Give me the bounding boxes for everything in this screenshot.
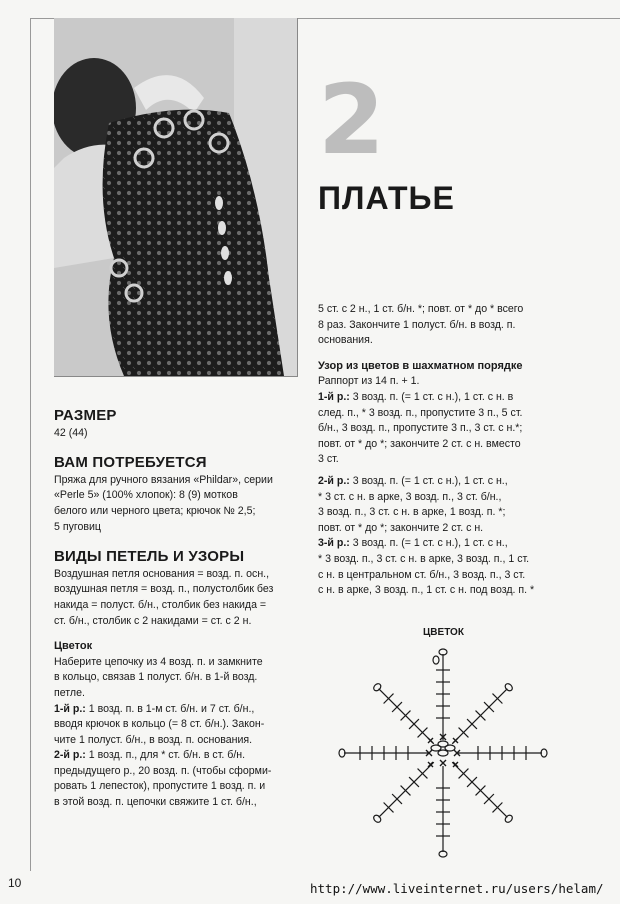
pattern-row2-line: * 3 ст. с н. в арке, 3 возд. п., 3 ст. б/н.,: [318, 490, 502, 503]
left-column: [54, 408, 300, 811]
continuation-line: 5 ст. с 2 н., 1 ст. б/н. *; повт. от * до * всего: [318, 303, 524, 315]
stitches-line: ст. б/н., столбик с 2 накидами = ст. с 2 н.: [54, 614, 252, 627]
flower-row1-line: [54, 702, 300, 718]
page-title: ПЛАТЬЕ: [318, 180, 455, 216]
flower-row1-label: 1-й р.:: [54, 702, 86, 715]
watermark-url: http://www.liveinternet.ru/users/helam/: [310, 881, 604, 896]
stitches-line: накида = полуст. б/н., столбик без накида =: [54, 598, 267, 611]
pattern-row2-line: 3 возд. п., 3 ст. с н. в арке, 1 возд. п. *;: [318, 506, 506, 519]
pattern-row1-line: след. п., * 3 возд. п., пропустите 3 п., 5 ст.: [318, 406, 523, 419]
petal-east: [456, 746, 547, 760]
page-number: 10: [8, 876, 22, 890]
flower-row1-line: чите 1 полуст. б/н., в возд. п. основания.: [54, 733, 253, 746]
stitches-line: воздушная петля = возд. п., полустолбик без: [54, 583, 274, 596]
stitches-heading: ВИДЫ ПЕТЕЛЬ И УЗОРЫ: [54, 548, 245, 566]
petal-southwest: [370, 757, 439, 826]
pattern-row3-line: * 3 возд. п., 3 ст. с н. в арке, 3 возд. п., 1 ст.: [318, 552, 530, 565]
petal-north: [433, 649, 450, 740]
flower-chart-diagram: [338, 640, 548, 865]
pattern-row1-line: 3 ст.: [318, 453, 339, 466]
pattern-row1-line: повт. от * до *; закончите 2 ст. с н. вместо: [318, 437, 521, 450]
materials-line: «Perle 5» (100% хлопок): 8 (9) мотков: [54, 489, 238, 502]
flower-row2-label: 2-й р.:: [54, 749, 86, 762]
size-value: 42 (44): [54, 426, 88, 439]
flower-row1-text: 1 возд. п. в 1-м ст. б/н. и 7 ст. б/н.,: [85, 702, 255, 715]
center-ring: [431, 741, 455, 756]
flower-intro-line: петле.: [54, 686, 85, 699]
pattern-row2-text: 3 возд. п. (= 1 ст. с н.), 1 ст. с н.,: [349, 474, 508, 487]
pattern-heading: Узор из цветов в шахматном порядке: [318, 359, 523, 372]
flower-row2-text: 1 возд. п., для * ст. б/н. в ст. б/н.: [85, 749, 246, 762]
pattern-repeat: Раппорт из 14 п. + 1.: [318, 375, 420, 388]
pattern-row3-text: 3 возд. п. (= 1 ст. с н.), 1 ст. с н.,: [349, 537, 508, 550]
flower-row2-line: предыдущего р., 20 возд. п. (чтобы сформи-: [54, 764, 272, 777]
flower-row2-line: в этой возд. п. цепочки свяжите 1 ст. б/н.,: [54, 796, 257, 809]
materials-line: 5 пуговиц: [54, 520, 102, 533]
model-photo: [54, 18, 298, 377]
continuation-line: основания.: [318, 334, 373, 347]
pattern-row3-label: 3-й р.:: [318, 537, 350, 550]
materials-line: белого или черного цвета; крючок № 2,5;: [54, 504, 256, 517]
flower-intro-line: в кольцо, связав 1 полуст. б/н. в 1-й возд.: [54, 671, 258, 684]
flower-row2-line: ровать 1 лепесток), пропустите 1 возд. п. и: [54, 780, 266, 793]
petal-west: [339, 746, 430, 760]
pattern-row1-line: б/н., 3 возд. п., пропустите 3 п., 3 ст. с н.*;: [318, 422, 523, 435]
stitches-line: Воздушная петля основания = возд. п. осн.,: [54, 567, 270, 580]
pattern-number: 2: [318, 64, 381, 176]
petal-southeast: [447, 757, 516, 826]
continuation-line: 8 раз. Закончите 1 полуст. б/н. в возд. п.: [318, 318, 516, 331]
materials-line: Пряжа для ручного вязания «Phildar», серии: [54, 473, 273, 486]
pattern-row2-line: [318, 474, 568, 490]
pattern-row1-line: [318, 390, 568, 406]
pattern-row3-line: с н. в арке, 3 возд. п., 1 ст. с н. под возд. п. *: [318, 584, 535, 597]
pattern-row1-text: 3 возд. п. (= 1 ст. с н.), 1 ст. с н. в: [349, 390, 514, 403]
flower-row1-line: вводя крючок в кольцо (= 8 ст. б/н.). Закон-: [54, 718, 265, 731]
right-column: [318, 302, 568, 599]
flower-intro-line: Наберите цепочку из 4 возд. п. и замкните: [54, 655, 263, 668]
pattern-row3-line: с н. в центральном ст. б/н., 3 возд. п., 3 ст.: [318, 568, 526, 581]
flower-heading: Цветок: [54, 640, 93, 653]
flower-row2-line: [54, 748, 300, 764]
pattern-row2-label: 2-й р.:: [318, 474, 350, 487]
petal-south: [436, 766, 450, 857]
diagram-caption: ЦВЕТОК: [423, 627, 464, 638]
size-heading: РАЗМЕР: [54, 407, 117, 424]
crochet-dress-photo-illustration: [54, 18, 297, 376]
pattern-row1-label: 1-й р.:: [318, 390, 350, 403]
pattern-row2-line: повт. от * до *; закончите 2 ст. с н.: [318, 521, 484, 534]
pattern-row3-line: [318, 536, 568, 552]
materials-heading: ВАМ ПОТРЕБУЕТСЯ: [54, 454, 207, 472]
